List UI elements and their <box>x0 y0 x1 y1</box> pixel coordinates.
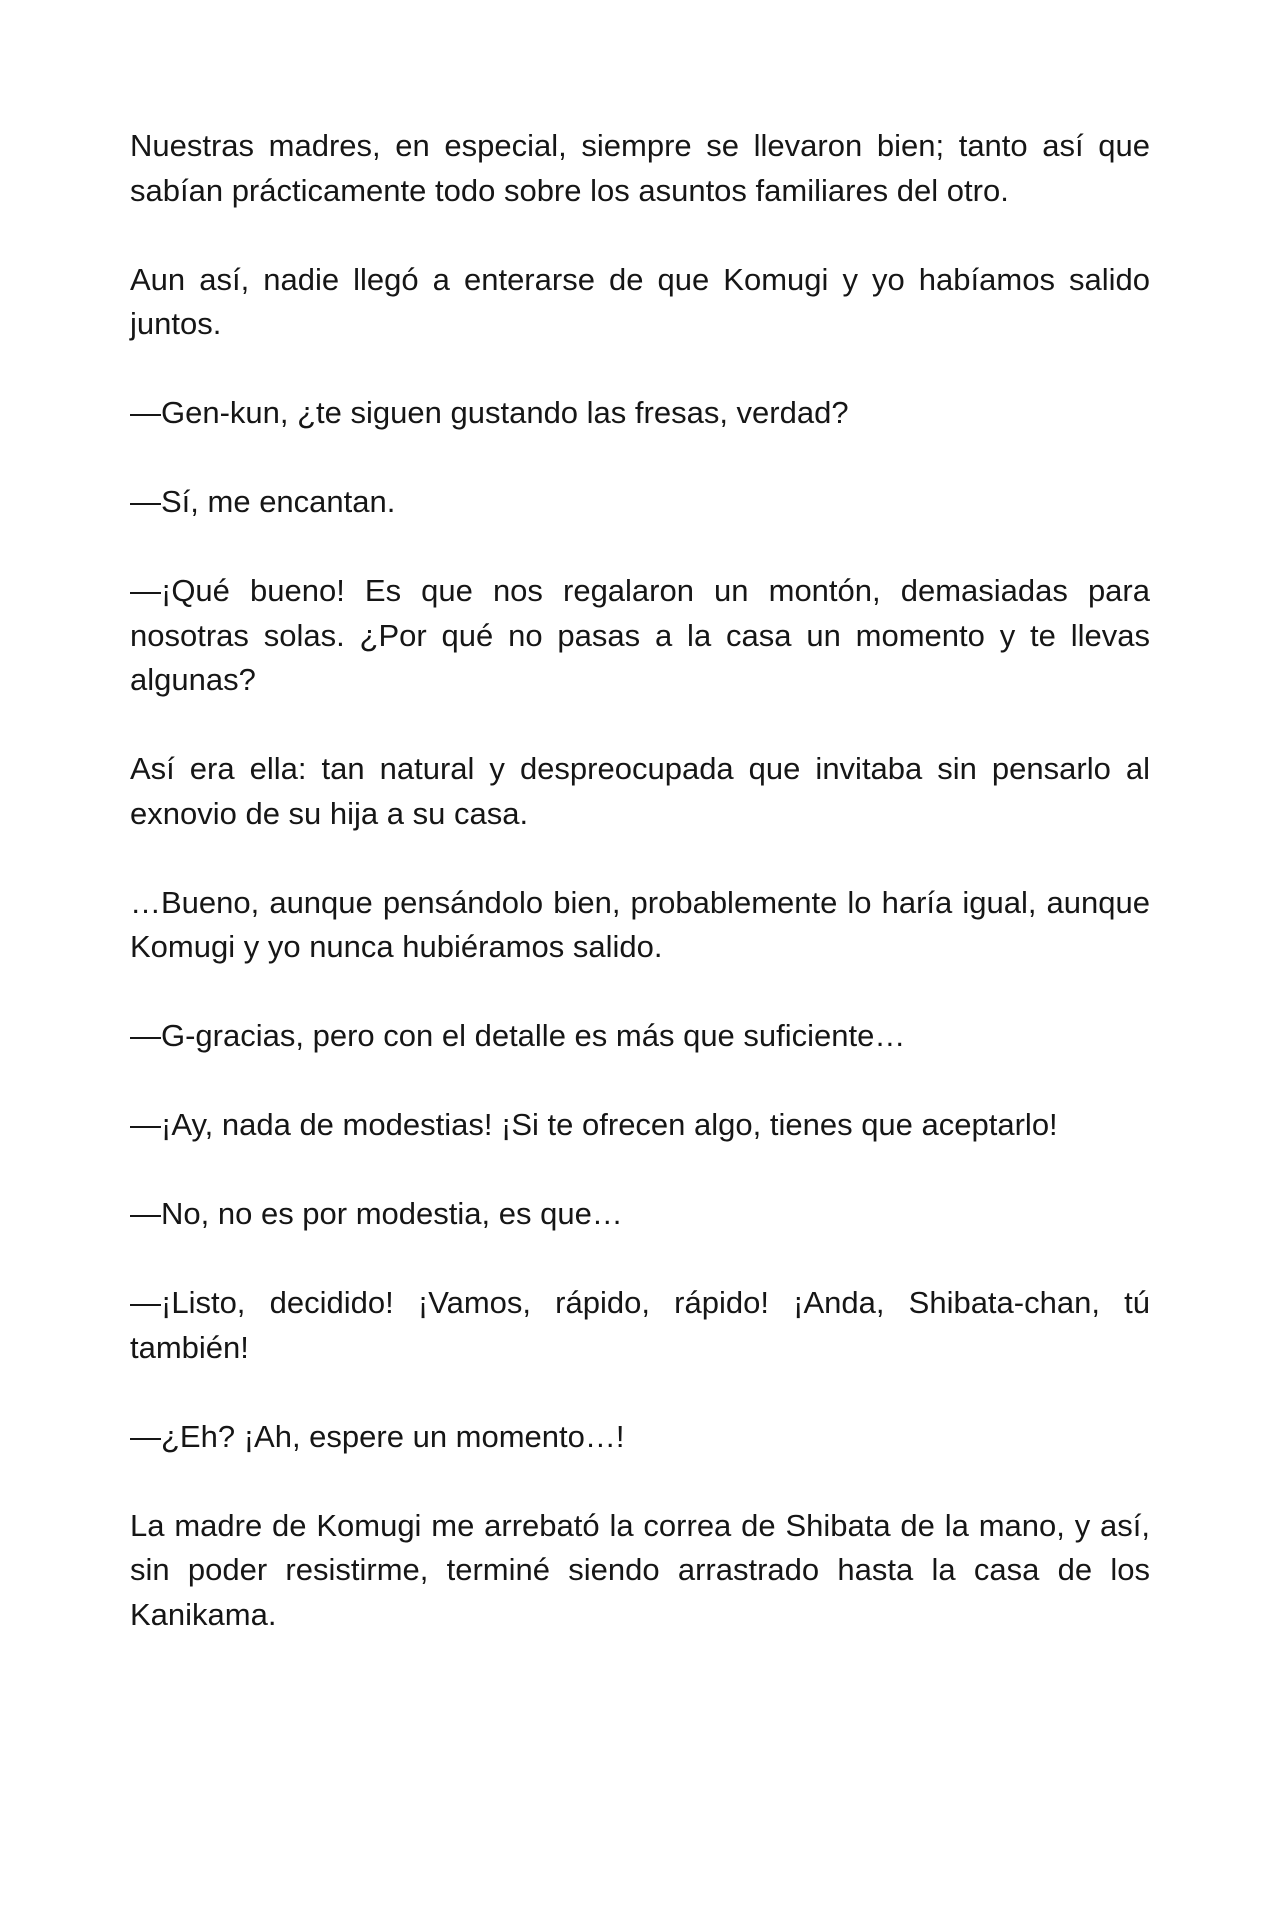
dialogue-line: —Gen-kun, ¿te siguen gustando las fresas, verdad? <box>130 395 849 430</box>
dialogue-line: —¡Listo, decidido! ¡Vamos, rápido, rápido! ¡Anda, Shibata-chan, tú también! <box>130 1285 1150 1365</box>
document-page <box>130 124 1150 1682</box>
dialogue-line: —G-gracias, pero con el detalle es más que suficiente… <box>130 1018 906 1053</box>
paragraph: …Bueno, aunque pensándolo bien, probablemente lo haría igual, aunque Komugi y yo nunca hubiéramos salido. <box>130 884 1150 964</box>
dialogue-line: —Sí, me encantan. <box>130 484 396 519</box>
dialogue-line: —No, no es por modestia, es que… <box>130 1196 623 1231</box>
paragraph: La madre de Komugi me arrebató la correa de Shibata de la mano, y así, sin poder resistirme, terminé siendo arrastrado hasta la casa de los Kanikama. <box>130 1507 1150 1632</box>
dialogue-line: —¿Eh? ¡Ah, espere un momento…! <box>130 1418 625 1454</box>
dialogue-line: —¡Ay, nada de modestias! ¡Si te ofrecen algo, tienes que aceptarlo! <box>130 1107 1058 1142</box>
dialogue-line: —¡Qué bueno! Es que nos regalaron un montón, demasiadas para nosotras solas. ¿Por qué no pasas a la casa un momento y te llevas algunas? <box>130 573 1150 697</box>
paragraph: Así era ella: tan natural y despreocupada que invitaba sin pensarlo al exnovio de su hija a su casa. <box>130 751 1150 831</box>
paragraph: Nuestras madres, en especial, siempre se llevaron bien; tanto así que sabían prácticamente todo sobre los asuntos familiares del otro. <box>130 128 1150 208</box>
paragraph: Aun así, nadie llegó a enterarse de que Komugi y yo habíamos salido juntos. <box>130 261 1150 341</box>
